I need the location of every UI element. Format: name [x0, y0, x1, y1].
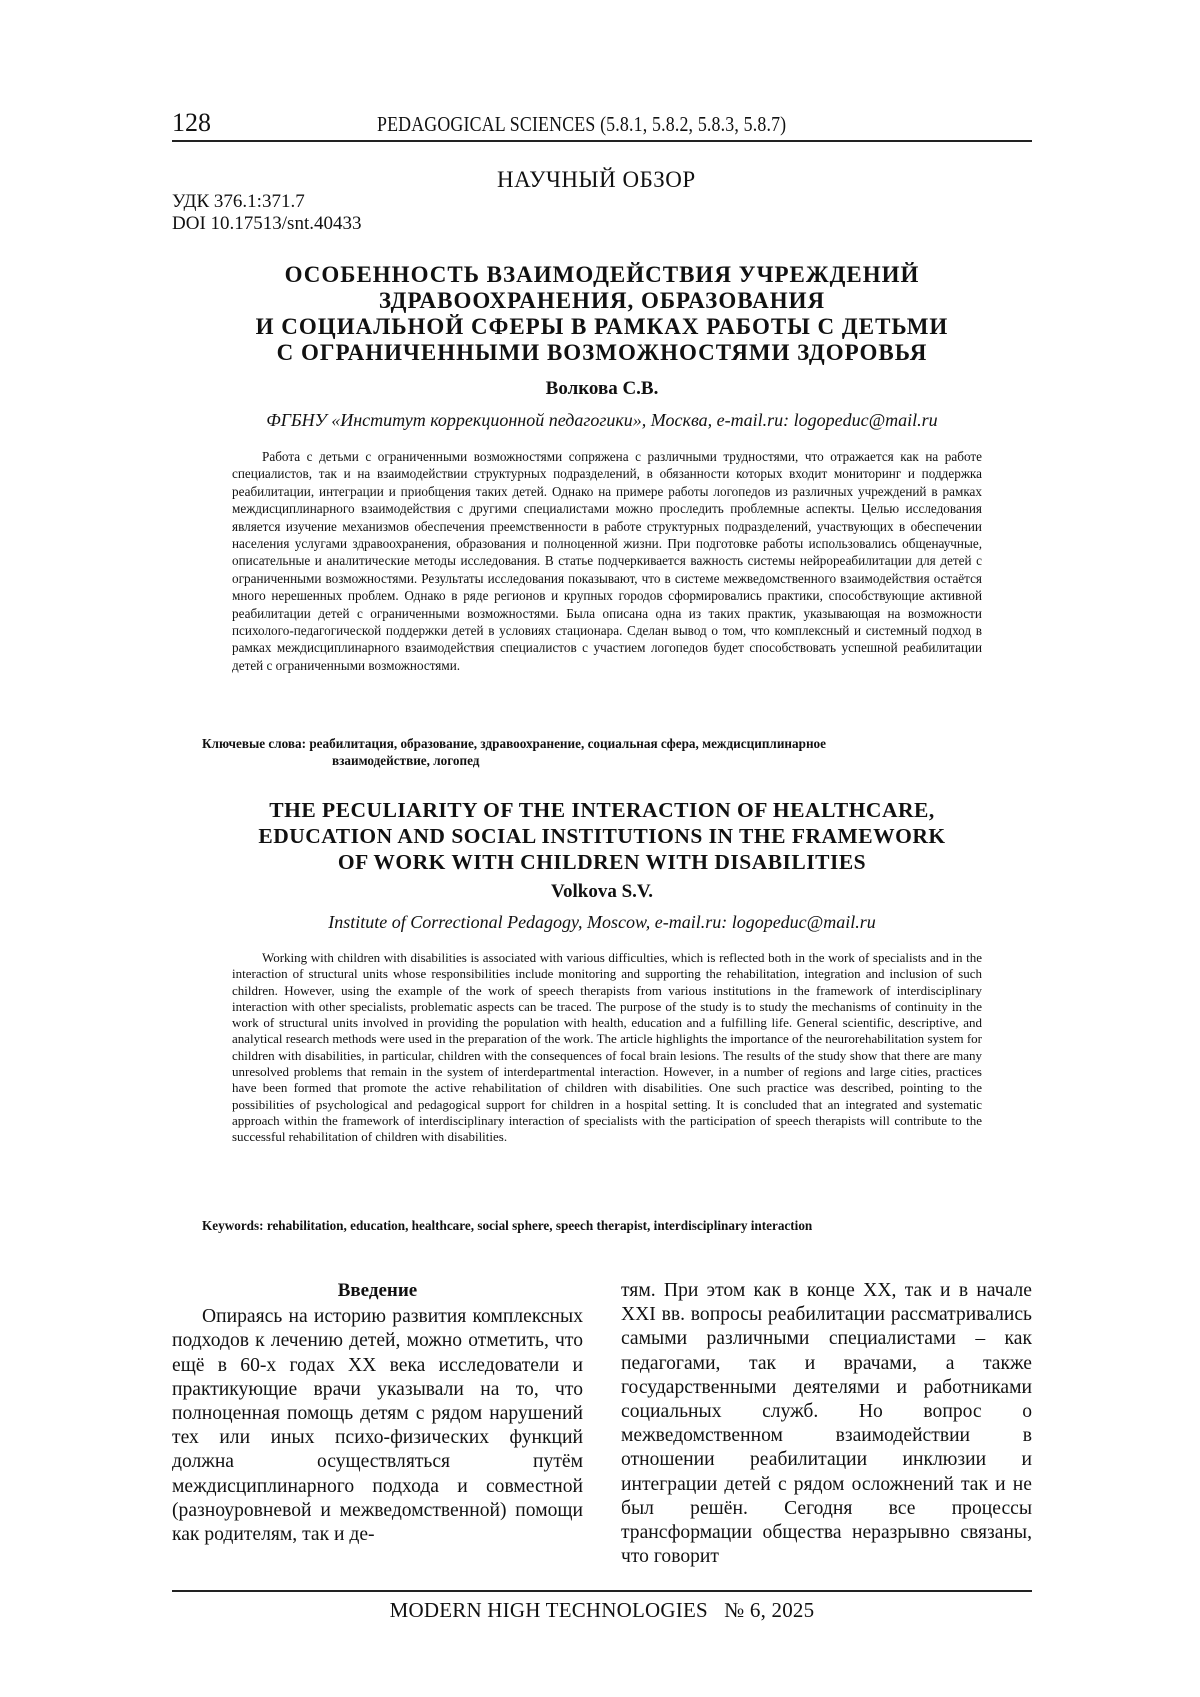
- body-column-left: [172, 1279, 583, 1547]
- title-en-line: OF WORK WITH CHILDREN WITH DISABILITIES: [337, 850, 867, 874]
- title-english: [172, 797, 1032, 875]
- keywords-russian: [202, 735, 992, 769]
- running-footer: MODERN HIGH TECHNOLOGIES № 6, 2025: [172, 1590, 1032, 1623]
- title-ru-line: ЗДРАВООХРАНЕНИЯ, ОБРАЗОВАНИЯ: [378, 288, 826, 313]
- title-en-line: THE PECULIARITY OF THE INTERACTION OF HEALTHCARE,: [269, 798, 935, 822]
- body-paragraph: Опираясь на историю развития комплексных подходов к лечению детей, можно отметить, что ещё в 60-х годах XX века исследователи и практикующие врачи указывали на то, что полноценная помощь детям с рядом нарушений тех или иных психо-физических функций должна осуществляться путём междисциплинарного подхода и совместной (разноуровневой и межведомственной) помощи как родителям, так и де-: [172, 1306, 583, 1546]
- author-english: Volkova S.V.: [551, 881, 653, 902]
- section-heading-introduction: Введение: [337, 1280, 418, 1301]
- udk-code: УДК 376.1:371.7: [172, 191, 305, 212]
- abstract-english: [232, 950, 982, 1146]
- abstract-ru-text: Работа с детьми с ограниченными возможностями сопряжена с различными трудностями, что отражается как на работе специалистов, так и на взаимодействии структурных подразделений, в обязанности которых входит мониторинг и поддержка реабилитации, интеграции и приобщения таких детей. Однако на примере работы логопедов из различных учреждений в рамках междисциплинарного взаимодействия с другими специалистами можно проследить проблемные аспекты. Целью исследования является изучение механизмов обеспечения преемственности в работе структурных подразделений, участвующих в обеспечении населения услугами здравоохранения, образования и полноценной жизни. При подготовке работы использовались общенаучные, описательные и аналитические методы исследования. В статье подчеркивается важность системы нейрореабилитации для детей с ограниченными возможностями. Результаты исследования показывают, что в системе межведомственного взаимодействия остаётся много нерешенных проблем. Однако в ряде регионов и крупных городов сформировались практики, способствующие активной реабилитации детей с ограниченными возможностями. Была описана одна из таких практик, указывающая на возможности психолого-педагогической поддержки детей в условиях стационара. Сделан вывод о том, что комплексный и системный подход в рамках междисциплинарного взаимодействия специалистов с участием логопедов будет способствовать успешной реабилитации детей с ограниченными возможностями.: [232, 449, 982, 673]
- body-paragraph-continued: тям. При этом как в конце XX, так и в начале XXI вв. вопросы реабилитации рассматривались самыми различными специалистами – как педагогами, так и врачами, а также государственными деятелями и работниками социальных служб. Но вопрос о межведомственном взаимодействии в отношении реабилитации инклюзии и интеграции детей с рядом осложнений так и не был решён. Сегодня все процессы трансформации общества неразрывно связаны, что говорит: [621, 1280, 1032, 1568]
- affiliation-russian: ФГБНУ «Институт коррекционной педагогики», Москва, e-mail.ru: logopeduc@mail.ru: [266, 410, 938, 430]
- title-ru-line: ОСОБЕННОСТЬ ВЗАИМОДЕЙСТВИЯ УЧРЕЖДЕНИЙ: [284, 262, 920, 287]
- author-russian: Волкова С.В.: [545, 378, 659, 399]
- keywords-ru-line2: взаимодействие, логопед: [332, 753, 480, 768]
- abstract-russian: [232, 448, 982, 674]
- page-number: 128: [172, 108, 211, 137]
- affiliation-english: Institute of Correctional Pedagogy, Moscow, e-mail.ru: logopeduc@mail.ru: [328, 912, 876, 932]
- article-identifiers: [172, 191, 361, 235]
- doi: DOI 10.17513/snt.40433: [172, 213, 362, 234]
- journal-section-title: PEDAGOGICAL SCIENCES (5.8.1, 5.8.2, 5.8.3, 5.8.7): [377, 112, 787, 136]
- keywords-ru-line1: Ключевые слова: реабилитация, образование, здравоохранение, социальная сфера, междисциплинарное: [202, 736, 826, 751]
- title-en-line: EDUCATION AND SOCIAL INSTITUTIONS IN THE FRAMEWORK: [258, 824, 946, 848]
- running-header: [172, 108, 1032, 142]
- title-ru-line: И СОЦИАЛЬНОЙ СФЕРЫ В РАМКАХ РАБОТЫ С ДЕТЬМИ: [255, 314, 949, 339]
- body-column-right: [621, 1279, 1032, 1569]
- article-type: НАУЧНЫЙ ОБЗОР: [497, 167, 696, 192]
- title-ru-line: С ОГРАНИЧЕННЫМИ ВОЗМОЖНОСТЯМИ ЗДОРОВЬЯ: [276, 340, 928, 365]
- title-russian: [172, 262, 1032, 366]
- keywords-english: Keywords: rehabilitation, education, healthcare, social sphere, speech therapist, interdisciplinary interaction: [202, 1218, 813, 1233]
- abstract-en-text: Working with children with disabilities is associated with various difficulties, which is reflected both in the work of specialists and in the interaction of structural units whose responsibilities include monitoring and supporting the rehabilitation, integration and inclusion of such children. However, using the example of the work of speech therapists from various institutions in the framework of interdisciplinary interaction with other specialists, problematic aspects can be traced. The purpose of the study is to study the mechanisms of continuity in the work of structural units involved in providing the population with health, education and a fulfilling life. General scientific, descriptive, and analytical research methods were used in the preparation of the work. The article highlights the importance of the neurorehabilitation system for children with disabilities, in particular, children with the consequences of focal brain lesions. The results of the study show that there are many unresolved problems that remain in the system of interdepartmental interaction. However, in a number of regions and large cities, practices have been formed that promote the active rehabilitation of children with disabilities. One such practice was described, pointing to the possibilities of psychological and pedagogical support for children in a hospital setting. It is concluded that an integrated and systematic approach within the framework of interdisciplinary interaction of specialists with the participation of speech therapists will contribute to the successful rehabilitation of children with disabilities.: [232, 950, 982, 1145]
